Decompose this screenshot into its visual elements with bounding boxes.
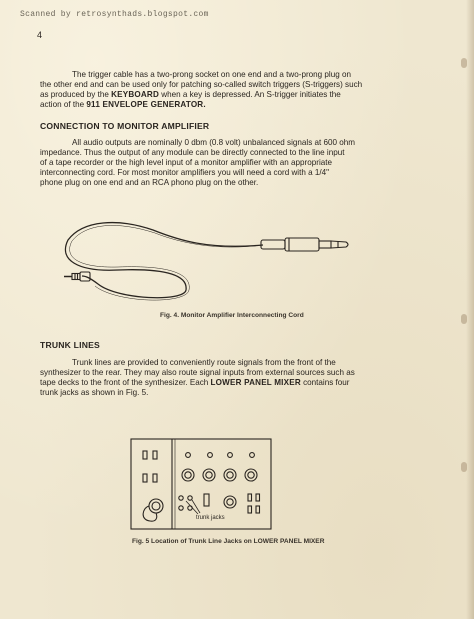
left-jack-icon [149, 499, 163, 513]
page-number: 4 [37, 30, 43, 40]
section-heading-trunk: TRUNK LINES [40, 340, 100, 350]
mixer-knob-icons [182, 469, 257, 481]
section-heading-monitor: CONNECTION TO MONITOR AMPLIFIER [40, 121, 210, 131]
keyboard-term: KEYBOARD [111, 90, 160, 99]
fig4-caption: Fig. 4. Monitor Amplifier Interconnecting Cord [160, 312, 304, 319]
phone-plug-icon [261, 238, 348, 251]
trunk-jack-icons [179, 496, 192, 510]
intro-line: action of the 911 ENVELOPE GENERATOR. [40, 100, 206, 109]
output-knob-icon [224, 496, 236, 508]
monitor-paragraph [40, 138, 432, 188]
monitor-line: phone plug on one end and an RCA phono plug on the other. [40, 178, 259, 187]
page-edge-shadow [466, 0, 474, 619]
small-jacks [186, 453, 255, 458]
monitor-line: impedance. Thus the output of any module can be directly connected to the line input [40, 148, 345, 157]
trunk-paragraph [40, 358, 432, 398]
monitor-line: of a tape recorder or the high level input of a monitor amplifier with an appropriate [40, 158, 332, 167]
monitor-line: All audio outputs are nominally 0 dbm (0.8 volt) unbalanced signals at 600 ohm [72, 138, 356, 147]
intro-line: The trigger cable has a two-prong socket on one end and a two-prong plug on [72, 70, 351, 79]
trunk-line: synthesizer to the rear. They may also route signal inputs from external sources such as [40, 368, 355, 377]
binder-hole [461, 58, 467, 68]
scan-credit: Scanned by retrosynthads.blogspot.com [20, 10, 209, 19]
cord-loop [65, 223, 263, 301]
trunk-line: Trunk lines are provided to conveniently route signals from the front of the [72, 358, 336, 367]
trunk-line: trunk jacks as shown in Fig. 5. [40, 388, 149, 397]
monitor-cord-figure [58, 210, 388, 310]
trunk-jacks-label: trunk jacks [196, 515, 225, 521]
trunk-line: tape decks to the front of the synthesizer. Each LOWER PANEL MIXER contains four [40, 378, 350, 387]
intro-paragraph [40, 70, 432, 110]
left-switch-icons [143, 451, 157, 482]
monitor-line: interconnecting cord. For most monitor amplifiers you will need a cord with a 1/4" [40, 168, 329, 177]
lower-panel-mixer-term: LOWER PANEL MIXER [210, 378, 301, 387]
binder-hole [461, 462, 467, 472]
envelope-generator-term: 911 ENVELOPE GENERATOR. [86, 100, 206, 109]
fig5-caption: Fig. 5 Location of Trunk Line Jacks on LOWER PANEL MIXER [132, 538, 325, 545]
slide-switch-icon [204, 494, 209, 506]
intro-line: as produced by the KEYBOARD when a key is depressed. An S-trigger initiates the [40, 90, 341, 99]
intro-line: the other end and can be used only for patching so-called switch triggers (S-triggers) such [40, 80, 363, 89]
binder-hole [461, 314, 467, 324]
